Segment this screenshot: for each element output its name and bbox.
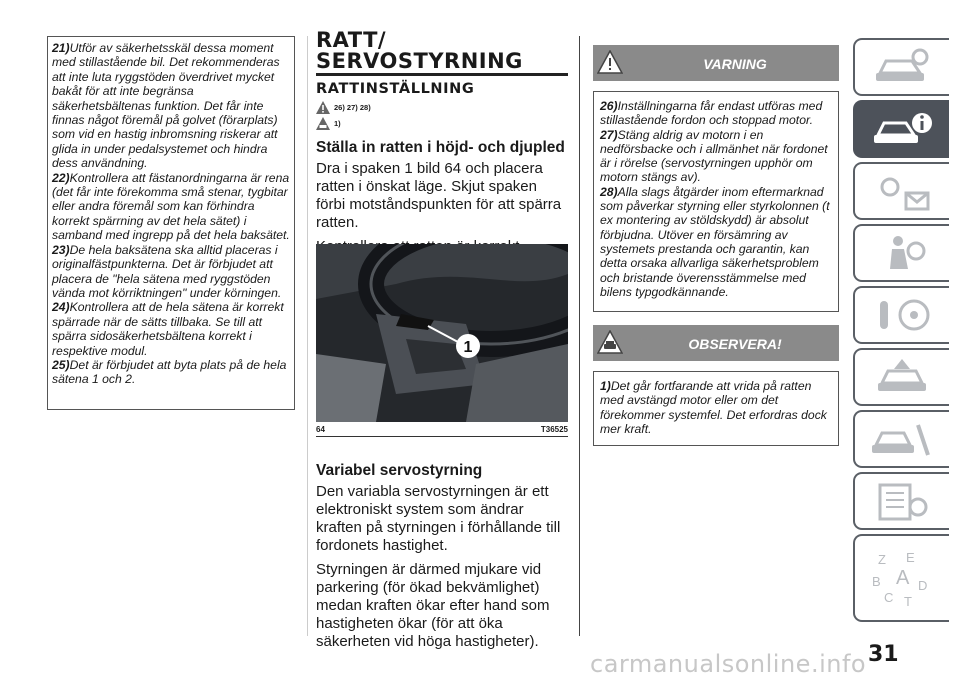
figure-number: 64 (316, 425, 325, 434)
title-underline (316, 73, 568, 76)
warning-references: 26) 27) 28) (316, 99, 568, 115)
section2-paragraph2: Styrningen är därmed mjukare vid parkering (för ökad bekvämlighet) medan kraften ökar efter hand som hastigheten ökar (för att öka säkerheten vid höga hastigheter). (316, 561, 550, 650)
figure-callout: 1 (463, 339, 473, 356)
car-maintenance-icon (870, 417, 934, 461)
svg-text:T: T (904, 594, 912, 609)
svg-text:A: A (896, 567, 910, 589)
observera-item-1: 1)Det går fortfarande att vrida på ratten med avstängd motor eller om det förekommer systemfel. Det erfordras dock mer kraft. (600, 379, 827, 436)
steering-adjustment-photo (316, 244, 568, 422)
tab-warning-lights[interactable] (853, 162, 949, 220)
svg-text:D: D (918, 578, 928, 593)
note-references: 1) (316, 115, 568, 131)
car-info-icon (870, 107, 934, 151)
tab-technical-data[interactable] (853, 472, 949, 530)
tab-maintenance[interactable] (853, 410, 949, 468)
middle-column-lower (316, 454, 568, 657)
svg-text:E: E (906, 550, 915, 565)
svg-text:B: B (872, 574, 881, 589)
tab-safety[interactable] (853, 224, 949, 282)
subsection-title: RATTINSTÄLLNING (316, 81, 475, 97)
warning-triangle-icon (597, 50, 623, 74)
index-icon (870, 546, 934, 610)
section-title-line2: SERVOSTYRNING (316, 49, 523, 73)
note-22: 22)Kontrollera att fästanordningarna är rena (det får inte förekomma små stenar, tygbitar eller andra föremål som kan förhindra korrekt spärrning av det hela sätet) i samband med ingrepp på det hela baksätet. (52, 170, 290, 243)
middle-column (316, 30, 568, 280)
svg-text:Z: Z (878, 552, 886, 567)
note-25: 25)Det är förbjudet att byta plats på de hela sätena 1 och 2. (52, 357, 287, 387)
observera-box (593, 371, 839, 446)
car-note-icon (597, 330, 623, 354)
column-divider-right (579, 36, 580, 636)
tab-starting-and-driving[interactable] (853, 286, 949, 344)
emergency-car-icon (870, 355, 934, 399)
section1-heading: Ställa in ratten i höjd- och djupled (316, 139, 565, 156)
note-24: 24)Kontrollera att de hela sätena är korrekt spärrade när de sätts tillbaka. Se till att spärra sidosäkerhetsbältena korrekt i respektive modul. (52, 300, 284, 358)
steering-column-illustration (316, 244, 568, 422)
tab-knowing-your-car[interactable] (853, 100, 949, 158)
watermark: carmanualsonline.info (590, 650, 867, 678)
technical-data-icon (870, 479, 934, 523)
tab-in-an-emergency[interactable] (853, 348, 949, 406)
figure-caption (316, 425, 568, 434)
warning-box (593, 91, 839, 312)
warning-title: VARNING (703, 56, 767, 72)
car-note-icon (316, 117, 330, 130)
warning-item-28: 28)Alla slags åtgärder inom eftermarknad som påverkar styrning eller styrkolonnen (t ex montering av stöldskydd) är absolut förbjudna. Utöver en försämring av systemets prestanda och garantin, kan detta orsaka allvarliga säkerhetsproblem och bristande överensstämmelse med bilens typgodkännande. (600, 184, 830, 299)
section2-heading: Variabel servostyrning (316, 462, 483, 479)
column-divider-left (307, 36, 308, 636)
figure-code: T36525 (540, 425, 568, 434)
note-21: 21)Utför av säkerhetsskäl dessa moment med stillastående bil. Det rekommenderas att inte luta ryggstöden överdrivet mycket bakåt för att inte begränsa säkerhetsbältenas funktion. Det får inte finnas något föremål på golvet (förarplats) som vid en hastig inbromsning riskerar att glida in under pedalsystemet och hindra dess användning. (52, 41, 280, 171)
page-number: 31 (868, 642, 899, 667)
left-notes-box (47, 36, 295, 410)
starting-driving-icon (870, 293, 934, 337)
warning-triangle-icon (316, 101, 330, 114)
warning-lights-icon (870, 169, 934, 213)
tab-car-overview[interactable] (853, 38, 949, 96)
section2-paragraph1: Den variabla servostyrningen är ett elektroniskt system som ändrar kraften på styrningen i förhållande till fordonets hastighet. (316, 483, 561, 554)
warning-item-26: 26)Inställningarna får endast utföras med stillastående fordon och stoppad motor. (600, 99, 823, 128)
note-23: 23)De hela baksätena ska alltid placeras i originalfästpunkterna. Det är förbjudet att placera de "hela sätena med ryggstöden vända mot körriktningen" under körningen. (52, 242, 282, 300)
svg-text:C: C (884, 590, 894, 605)
observera-title: OBSERVERA! (688, 336, 782, 352)
section-title-line1: RATT/ (316, 28, 387, 52)
tab-index[interactable] (853, 534, 949, 622)
car-search-icon (870, 45, 934, 89)
airbag-seat-icon (870, 231, 934, 275)
warning-item-27: 27)Stäng aldrig av motorn i en nedförsbacke och i allmänhet när fordonet är i rörelse (servostyrningen upphör om motorn stängs av). (600, 127, 828, 185)
figure-rule (316, 436, 568, 437)
section1-paragraph1: Dra i spaken 1 bild 64 och placera ratten i önskat läge. Skjut spaken förbi motståndspunkten för att spärra ratten. (316, 160, 562, 231)
